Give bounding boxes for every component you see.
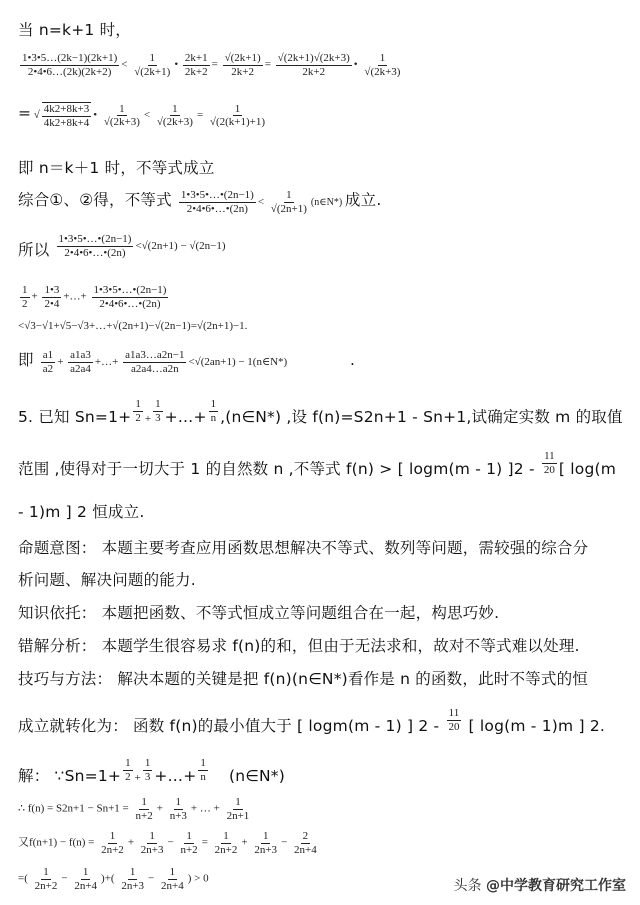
problem-5-range: 范围 ,使得对于一切大于 1 的自然数 n ,不等式 f(n) > [ logm(m - 1) ]2 - $\frac{11}{20}$ [ log(m — [18, 450, 617, 478]
line-therefore: 所以 $^{\frac{1•3•5•\dots•(2n-1)}{2•4•6•\dots•(2n)} <√(2n+1) - √(2n-1)}$ — [18, 233, 226, 259]
watermark-footer — [454, 875, 626, 895]
formula-f-n: ∴ f(n) = S2n+1 − Sn+1 = $\frac{1}{n+2}$ + $\frac{1}{n+3}$ + … + $\frac{1}{2n+1}$ — [18, 796, 250, 822]
formula-inequality-step2: = √ $\frac{4k2+8k+3}{4k2+8k+4}$ • $\frac{1}{√(2k+3)}$ < $\frac{1}{√(2k+3)}$ = $\frac{1}{√(2(k+1)+1)}$ — [18, 102, 266, 129]
line-conclusion-a: 即 $\frac{a1}{a2}$ + $\frac{a1a3}{a2a4}$ +…+ $\frac{a1a3\dots a2n-1}{a2a4\dots a2n}$ <√(2an+1) − 1(n∈N*) . — [18, 349, 356, 375]
error-analysis: 错解分析： 本题学生很容易求 f(n)的和，但由于无法求和，故对不等式难以处理. — [18, 637, 580, 655]
intent-line2: 析问题、解决问题的能力. — [18, 571, 196, 589]
formula-telescoping: <√3−√1+√5−√3+…+√(2n+1)−√(2n−1)=√(2n+1)−1. — [18, 320, 248, 332]
technique-line1: 技巧与方法： 解决本题的关键是把 f(n)(n∈N*)看作是 n 的函数，此时不等式的恒 — [18, 670, 588, 688]
formula-inequality-step1: $\frac{1•3•5\dots(2k-1)(2k+1)}{2•4•6\dots(2k)(2k+2)}$ < $\frac{1}{√(2k+1)}$ • $\frac{2k+1}{2k+2}$ = $\frac{√(2k+1)}{2k+2}$ = $\frac{√(2k+1)√(2k+3)}{2k+2}$ • $\frac{1}{√(2k+3)}$ — [22, 52, 401, 78]
problem-5-statement: 5. 已知 Sn=1+ $\frac{1}{2}$ + $\frac{1}{3}$ +…+ $\frac{1}{n}$ ,(n∈N*) ,设 f(n)=S2n+1 - Sn+1,试确定实数 m 的取值 — [18, 398, 623, 426]
footer-brand: @中学教育研究工作室 — [486, 878, 626, 894]
formula-difference: 又f(n+1) − f(n) = $\frac{1}{2n+2}$ + $\frac{1}{2n+3}$ − $\frac{1}{n+2}$ = $\frac{1}{2n+2}$ + $\frac{1}{2n+3}$ − $\frac{2}{2n+4}$ — [18, 830, 317, 856]
intent-line1: 命题意图： 本题主要考查应用函数思想解决不等式、数列等问题，需较强的综合分 — [18, 539, 589, 557]
problem-5-condition: - 1)m ] 2 恒成立. — [18, 503, 145, 521]
footer-prefix: 头条 — [453, 878, 486, 894]
line-conclusion: 综合①、②得，不等式 $\frac{1•3•5•\dots•(2n-1)}{2•4•6•\dots•(2n)}$ < $\frac{1}{√(2n+1)}$ (n∈N*) 成立. — [18, 189, 382, 215]
knowledge-basis: 知识依托： 本题把函数、不等式恒成立等问题组合在一起，构思巧妙. — [18, 604, 500, 622]
line-holds-for-k1: 即 n＝k＋1 时，不等式成立 — [18, 159, 215, 177]
technique-line2: 成立就转化为： 函数 f(n)的最小值大于 [ logm(m - 1) ] 2 - $\frac{11}{20}$ [ log(m - 1)m ] 2. — [18, 707, 606, 735]
line-case-n-k1: 当 n=k+1 时， — [18, 21, 131, 39]
formula-positive: =( $\frac{1}{2n+2}$ − $\frac{1}{2n+4}$ )+( $\frac{1}{2n+3}$ − $\frac{1}{2n+4}$ ) > 0 — [18, 866, 209, 892]
formula-sum: $\frac{1}{2}$ + $\frac{1•3}{2•4}$ +…+ $\frac{1•3•5•\dots•(2n-1)}{2•4•6•\dots•(2n)}$ — [22, 284, 167, 310]
solution-start: 解： ∵Sn=1+ $\frac{1}{2}$ + $\frac{1}{3}$ +…+ $\frac{1}{n}$ (n∈N*) — [18, 757, 285, 785]
